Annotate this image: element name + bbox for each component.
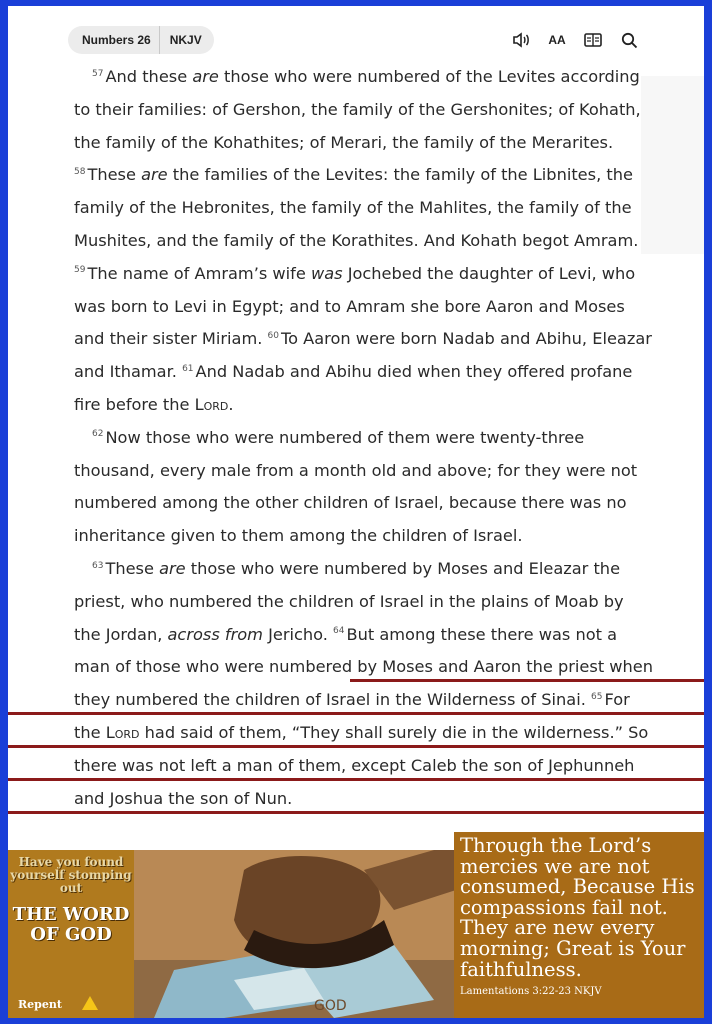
verse-italic: are xyxy=(192,67,219,86)
verse-text: those who were numbered of the Levites according to their families: of Gershon, the family of the Gershonites; of Kohath, the family of the Kohathites; of Merari, the family of the Merarites. xyxy=(74,67,641,152)
highlight-underline xyxy=(8,712,704,715)
verse-italic: across from xyxy=(167,624,263,644)
highlighted-verse-text[interactable]: had said of them, “They shall surely die in the wilderness.” So there was not left a man of them, except Caleb the son of Jephunneh and Joshua the son of Nun. xyxy=(74,722,649,808)
verse-text: These xyxy=(105,558,160,578)
book-cover-text: GOD xyxy=(314,998,347,1014)
chapter-selector[interactable] xyxy=(68,26,214,54)
highlight-underline xyxy=(350,679,704,682)
verse-italic: are xyxy=(159,558,186,578)
book-chapter-label[interactable]: Numbers 26 xyxy=(68,26,160,54)
divine-name: Lord xyxy=(105,722,140,742)
repent-label: Repent xyxy=(18,998,62,1011)
meme-headline: THE WORD OF GOD xyxy=(12,904,130,945)
verse-number[interactable]: 58 xyxy=(74,167,86,177)
verse-text: These xyxy=(87,165,142,185)
verse-text: those who were numbered by Moses and Eleazar the priest, who numbered the children of Israel in the plains of Moab by the Jordan, xyxy=(74,558,624,644)
divine-name: Lord xyxy=(194,394,229,414)
highlighted-verse-text[interactable]: But among these there was not a man of those who were numbered by Moses and Aaron the priest when they numbered the children of Israel in the Wilderness of Sinai. xyxy=(74,624,654,710)
verse-number[interactable]: 59 xyxy=(74,265,86,276)
verse-text: Now those who were numbered of them were twenty-three thousand, every male from a month old and above; for they were not numbered among the other children of Israel, because there was no inheritance given to them among the children of Israel. xyxy=(74,427,638,546)
paragraph xyxy=(74,553,654,815)
verse-text: Jochebed the daughter of Levi, who was born to Levi in Egypt; and to Amram she bore Aaron and Moses and their sister Miriam. xyxy=(74,263,636,349)
warning-icon xyxy=(82,996,98,1010)
toolbar xyxy=(510,28,640,52)
verse-number[interactable]: 60 xyxy=(267,330,279,341)
quote-reference: Lamentations 3:22-23 NKJV xyxy=(460,986,602,998)
meme-left-panel xyxy=(8,850,134,1018)
scripture-text xyxy=(74,61,654,815)
verse-text: The name of Amram’s wife xyxy=(87,263,311,283)
verse-number[interactable]: 61 xyxy=(182,363,194,374)
verse-text: To Aaron were born Nadab and Abihu, Eleazar and Ithamar. xyxy=(74,329,652,382)
verse-italic: are xyxy=(141,165,168,185)
verse-italic: was xyxy=(310,263,343,283)
verse-number[interactable]: 62 xyxy=(92,429,104,440)
verse-number[interactable]: 64 xyxy=(333,626,345,637)
scripture-quote-panel xyxy=(454,832,704,1018)
verse-text: And Nadab and Abihu died when they offered profane fire before the xyxy=(74,362,633,414)
top-bar xyxy=(8,6,704,58)
verse-text: Jericho. xyxy=(262,624,334,644)
highlight-underline xyxy=(8,811,704,814)
highlighted-verse-text[interactable]: For the xyxy=(74,690,630,742)
paragraph xyxy=(74,422,654,553)
search-icon[interactable] xyxy=(618,29,640,51)
verse-number[interactable]: 63 xyxy=(92,560,104,571)
verse-text: the families of the Levites: the family of the Libnites, the family of the Hebronites, the family of the Mahlites, the family of the Mushites, and the family of the Korathites. And Kohath begot Amram. xyxy=(74,165,639,250)
meme-banner xyxy=(8,834,704,1018)
reader-mode-icon[interactable] xyxy=(582,29,604,51)
quote-text: Through the Lord’s mercies we are not consumed, Because His compassions fail not. They are new every morning; Great is Your faithfulness. xyxy=(460,834,695,981)
meme-question: Have you found yourself stomping out xyxy=(10,855,132,895)
verse-number[interactable]: 57 xyxy=(92,68,104,79)
paragraph xyxy=(74,61,654,422)
verse-text: And these xyxy=(105,67,193,86)
stomping-bible-photo xyxy=(134,850,456,1018)
speaker-icon[interactable] xyxy=(510,29,532,51)
highlight-underline xyxy=(8,778,704,781)
verse-number[interactable]: 65 xyxy=(591,691,603,702)
version-label[interactable]: NKJV xyxy=(169,33,202,47)
text-size-icon[interactable]: AA xyxy=(548,33,566,47)
verse-text: . xyxy=(228,394,234,414)
highlight-underline xyxy=(8,745,704,748)
reader-frame xyxy=(8,6,704,1018)
